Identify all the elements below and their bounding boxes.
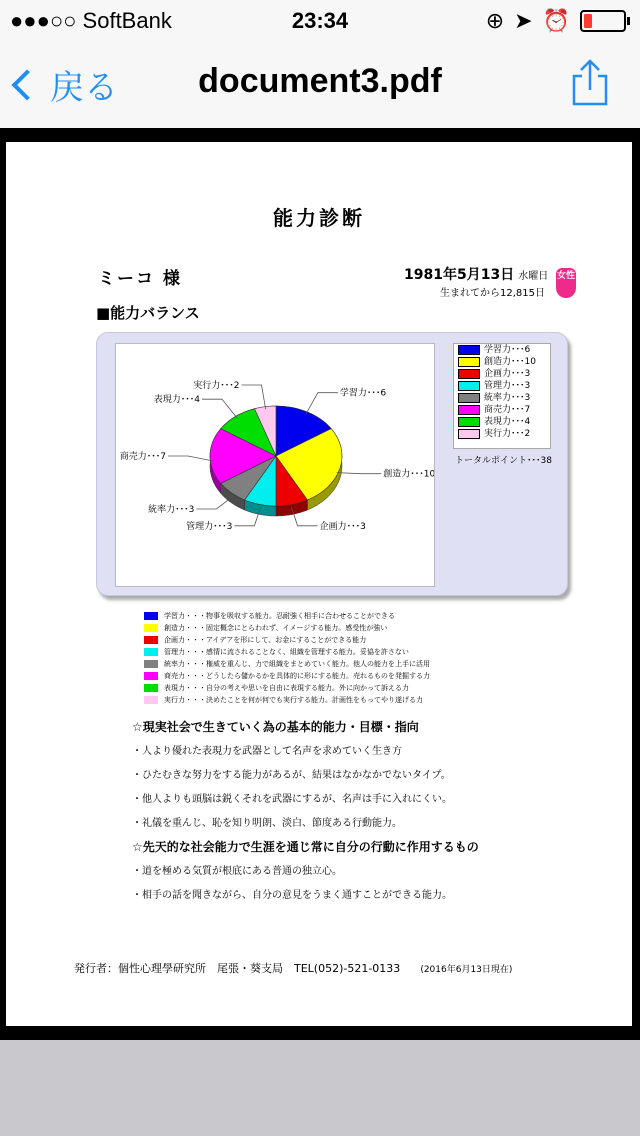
pie-leader-line [202,399,238,418]
basic-item: ・他人よりも頭脳は鋭くそれを武器にするが、名声は手に入れにくい。 [132,794,452,805]
pie-leader-line [337,473,382,474]
legend-swatch [458,405,480,415]
pie-label-統率力: 統率力･･･3 [148,504,195,515]
description-item [144,694,430,706]
pdf-page [6,142,632,1026]
status-bar [0,0,640,40]
ability-descriptions [144,610,430,706]
description-text: 表現力・・・自分の考えや思いを自由に表現する能力。外に向かって訴える力 [164,684,409,692]
nav-bar [0,40,640,129]
legend-item [454,416,550,428]
pie-chart [116,344,434,586]
pie-leader-line [242,385,266,409]
days-since-birth: 生まれてから12,815日 [440,288,545,299]
pie-label-実行力: 実行力･･･2 [193,380,240,391]
legend-swatch [458,369,480,379]
innate-item: ・相手の話を聞きながら、自分の意見をうまく通すことができる能力。 [132,890,452,901]
bottom-area [0,1040,640,1136]
legend-item [454,380,550,392]
alarm-icon: ⏰ [542,8,570,33]
description-text: 創造力・・・固定概念にとらわれず、イメージする能力。感受性が強い [164,624,388,632]
legend-item [454,368,550,380]
legend-item [454,344,550,356]
legend-swatch [458,357,480,367]
description-text: 統率力・・・権威を重んじ、力で組織をまとめていく能力。他人の能力を上手に活用 [164,660,430,668]
doc-title: 能力診断 [273,206,365,230]
heading-innate-abilities: ☆先天的な社会能力で生涯を通じ常に自分の行動に作用するもの [132,840,479,854]
basic-item: ・ひたむきな努力をする能力があるが、結果はなかなかでないタイプ。 [132,770,451,781]
back-label: 戻る [50,68,118,108]
description-swatch [144,696,158,704]
pie-label-商売力: 商売力･･･7 [119,452,166,462]
share-icon[interactable] [570,58,610,108]
pie-leader-line [306,393,338,415]
legend-swatch [458,381,480,391]
legend-label: 表現力･･･4 [484,417,531,427]
total-points: トータルポイント･･･38 [455,456,552,466]
description-item [144,682,430,694]
description-swatch [144,672,158,680]
description-item [144,658,430,670]
description-item [144,622,430,634]
description-swatch [144,612,158,620]
birth-date: 1981年5月13日 水曜日 [404,267,549,283]
legend-item [454,404,550,416]
basic-item: ・人より優れた表現力を武器として名声を求めていく生き方 [132,746,402,757]
section-title: ■能力バランス [96,304,200,322]
description-item [144,610,430,622]
description-item [144,634,430,646]
description-swatch [144,684,158,692]
person-name: ミーコ 様 [98,269,182,289]
publisher-footer: 発行者：個性心理學研究所 尾張・葵支局 TEL(052)-521-0133 (2016年6月13日現在) [74,962,513,975]
legend-swatch [458,429,480,439]
legend-swatch [458,345,480,355]
lock-rotation-icon: ⊕ [485,8,505,33]
description-text: 商売力・・・どうしたら儲かるかを具体的に形にする能力。売れるものを発掘する力 [164,672,430,680]
gender-badge: 女性 [556,268,576,298]
description-swatch [144,636,158,644]
innate-item: ・道を極める気質が根底にある普通の独立心。 [132,866,342,877]
description-text: 学習力・・・物事を吸収する能力。忍耐強く相手に合わせることができる [164,612,395,620]
pie-label-企画力: 企画力･･･3 [319,521,366,532]
pie-leader-line [168,456,213,461]
legend-label: 創造力･･･10 [484,357,536,367]
heading-basic-abilities: ☆現実社会で生きていく為の基本的能力・目標・指向 [132,720,419,734]
description-item [144,670,430,682]
legend-item [454,428,550,440]
legend-swatch [458,417,480,427]
legend-item [454,356,550,368]
status-time: 23:34 [291,8,349,33]
legend-label: 統率力･･･3 [484,393,531,403]
chart-legend [453,343,551,449]
legend-item [454,392,550,404]
description-swatch [144,624,158,632]
battery-icon [580,10,626,32]
pie-label-創造力: 創造力･･･10 [383,469,434,480]
pie-label-管理力: 管理力･･･3 [186,521,233,532]
location-icon: ➤ [514,8,533,33]
description-swatch [144,660,158,668]
nav-title: document3.pdf [198,62,442,100]
description-text: 実行力・・・決めたことを何が何でも実行する能力。計画性をもってやり遂げる力 [164,696,423,704]
legend-label: 企画力･･･3 [484,369,531,379]
basic-item: ・礼儀を重んじ、恥を知り明朗、淡白、節度ある行動能力。 [132,818,402,829]
legend-label: 学習力･･･6 [484,345,531,355]
legend-label: 商売力･･･7 [484,405,531,415]
pie-label-学習力: 学習力･･･6 [339,388,387,399]
legend-label: 実行力･･･2 [484,429,531,439]
legend-label: 管理力･･･3 [484,381,531,391]
description-item [144,646,430,658]
pie-label-表現力: 表現力･･･4 [153,395,200,406]
status-icons [486,8,626,34]
chart-area [115,343,435,587]
carrier-label: ●●●○○ SoftBank [10,8,172,33]
chart-panel [96,332,568,596]
legend-swatch [458,393,480,403]
description-text: 管理力・・・感情に流されることなく、組織を管理する能力。妥協を許さない [164,648,409,656]
pdf-viewer[interactable] [0,128,640,1040]
description-text: 企画力・・・アイデアを形にして、お金にすることができる能力 [164,636,367,644]
description-swatch [144,648,158,656]
